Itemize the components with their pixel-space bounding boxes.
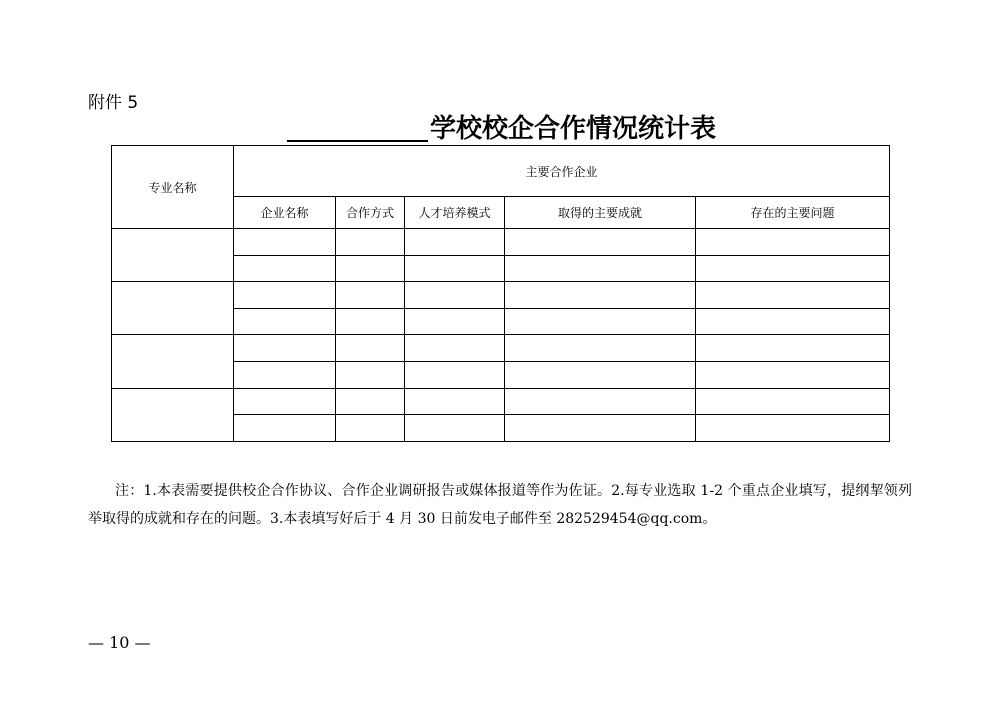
page-title — [287, 113, 716, 145]
major-name-cell — [112, 282, 234, 335]
title-blank-underline — [287, 114, 428, 142]
header-problems: 存在的主要问题 — [696, 197, 890, 229]
problems-cell — [696, 362, 890, 389]
achievements-cell — [505, 282, 696, 309]
enterprise-name-cell — [234, 335, 336, 362]
training-model-cell — [405, 362, 505, 389]
enterprise-name-cell — [234, 256, 336, 282]
cooperation-mode-cell — [336, 229, 405, 256]
header-main-partner: 主要合作企业 — [234, 146, 890, 197]
achievements-cell — [505, 335, 696, 362]
cooperation-mode-cell — [336, 335, 405, 362]
page-number: — 10 — — [88, 633, 151, 652]
header-major-name: 专业名称 — [112, 146, 234, 229]
problems-cell — [696, 282, 890, 309]
table-row — [112, 229, 890, 256]
problems-cell — [696, 335, 890, 362]
major-name-cell — [112, 389, 234, 442]
major-name-cell — [112, 335, 234, 389]
cooperation-mode-cell — [336, 415, 405, 442]
training-model-cell — [405, 229, 505, 256]
cooperation-mode-cell — [336, 256, 405, 282]
training-model-cell — [405, 389, 505, 415]
training-model-cell — [405, 256, 505, 282]
table-row — [112, 282, 890, 309]
achievements-cell — [505, 389, 696, 415]
statistics-table — [111, 145, 890, 442]
achievements-cell — [505, 415, 696, 442]
header-row — [112, 146, 890, 197]
problems-cell — [696, 415, 890, 442]
title-text: 学校校企合作情况统计表 — [430, 114, 717, 144]
training-model-cell — [405, 309, 505, 335]
achievements-cell — [505, 256, 696, 282]
enterprise-name-cell — [234, 309, 336, 335]
cooperation-mode-cell — [336, 389, 405, 415]
training-model-cell — [405, 335, 505, 362]
table-row — [112, 389, 890, 415]
header-training-model: 人才培养模式 — [405, 197, 505, 229]
enterprise-name-cell — [234, 389, 336, 415]
problems-cell — [696, 389, 890, 415]
header-achievements: 取得的主要成就 — [505, 197, 696, 229]
training-model-cell — [405, 415, 505, 442]
cooperation-mode-cell — [336, 309, 405, 335]
header-cooperation-mode: 合作方式 — [336, 197, 405, 229]
achievements-cell — [505, 309, 696, 335]
header-enterprise-name: 企业名称 — [234, 197, 336, 229]
major-name-cell — [112, 229, 234, 282]
enterprise-name-cell — [234, 415, 336, 442]
cooperation-mode-cell — [336, 282, 405, 309]
achievements-cell — [505, 229, 696, 256]
problems-cell — [696, 229, 890, 256]
enterprise-name-cell — [234, 282, 336, 309]
cooperation-mode-cell — [336, 362, 405, 389]
table-row — [112, 335, 890, 362]
problems-cell — [696, 309, 890, 335]
enterprise-name-cell — [234, 229, 336, 256]
problems-cell — [696, 256, 890, 282]
enterprise-name-cell — [234, 362, 336, 389]
achievements-cell — [505, 362, 696, 389]
footnote: 注：1.本表需要提供校企合作协议、合作企业调研报告或媒体报道等作为佐证。2.每专业选取 1-2 个重点企业填写，提纲挈领列举取得的成就和存在的问题。3.本表填写好后于 4 月 30 日前发电子邮件至 282529454@qq.com。 — [88, 483, 912, 527]
training-model-cell — [405, 282, 505, 309]
attachment-label: 附件 5 — [88, 93, 139, 113]
